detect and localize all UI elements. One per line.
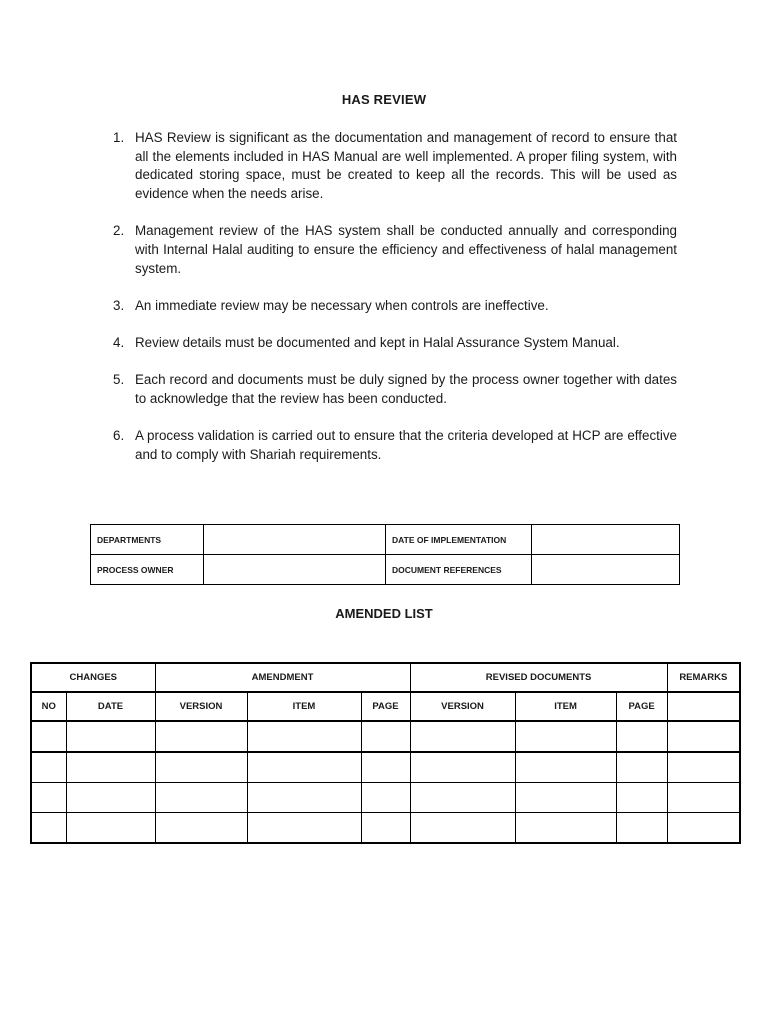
table-cell (667, 721, 740, 752)
changes-header: CHANGES (31, 663, 155, 692)
review-item-5 (110, 371, 677, 408)
item-number: 3. (113, 297, 125, 313)
page-title: HAS REVIEW (341, 92, 427, 107)
table-cell (667, 752, 740, 783)
revised-documents-header: REVISED DOCUMENTS (410, 663, 667, 692)
table-cell (616, 813, 667, 844)
table-cell (66, 783, 155, 813)
review-item-1 (110, 129, 677, 204)
item-number: 4. (113, 335, 125, 351)
table-cell (410, 783, 515, 813)
item-text: Each record and documents must be duly signed by the process owner together with dates to acknowledge that the review has been conducted. (135, 372, 677, 407)
table-cell (361, 721, 410, 752)
document-references-value (532, 555, 680, 585)
table-row (31, 721, 740, 752)
table-cell (410, 813, 515, 844)
table-row (31, 783, 740, 813)
revised-version-header: VERSION (410, 692, 515, 721)
document-references-label: DOCUMENT REFERENCES (386, 555, 532, 585)
departments-value (204, 525, 386, 555)
table-cell (616, 752, 667, 783)
table-cell (515, 721, 616, 752)
table-cell (515, 813, 616, 844)
table-cell (155, 752, 247, 783)
table-cell (515, 752, 616, 783)
review-item-2 (110, 222, 677, 278)
remarks-header: REMARKS (667, 663, 740, 692)
item-text: HAS Review is significant as the documentation and management of record to ensure that all the elements included in HAS Manual are well implemented. A proper filing system, with dedicated storing space, must be created to keep all the records. This will be used as evidence when the needs arise. (135, 130, 677, 202)
table-cell (31, 721, 66, 752)
table-cell (410, 752, 515, 783)
review-list (110, 129, 677, 483)
table-cell (31, 783, 66, 813)
table-cell (616, 783, 667, 813)
amendment-version-header: VERSION (155, 692, 247, 721)
review-item-4 (110, 334, 677, 353)
table-cell (31, 813, 66, 844)
amended-list-title: AMENDED LIST (335, 606, 433, 621)
table-cell (66, 721, 155, 752)
amendment-page-header: PAGE (361, 692, 410, 721)
table-row (31, 813, 740, 844)
table-cell (616, 721, 667, 752)
date-of-implementation-label: DATE OF IMPLEMENTATION (386, 525, 532, 555)
table-cell (361, 783, 410, 813)
item-text: Management review of the HAS system shall be conducted annually and corresponding with Internal Halal auditing to ensure the efficiency and effectiveness of halal management system. (135, 223, 677, 276)
amendment-header: AMENDMENT (155, 663, 410, 692)
table-cell (31, 752, 66, 783)
remarks-column-header (667, 692, 740, 721)
item-number: 6. (113, 428, 125, 444)
review-item-6 (110, 427, 677, 464)
table-cell (247, 783, 361, 813)
departments-label: DEPARTMENTS (91, 525, 204, 555)
date-of-implementation-value (532, 525, 680, 555)
table-cell (667, 783, 740, 813)
item-number: 1. (113, 130, 125, 145)
table-cell (66, 752, 155, 783)
review-item-3 (110, 297, 677, 316)
process-owner-value (204, 555, 386, 585)
table-cell (410, 721, 515, 752)
group-header-row (31, 663, 740, 692)
amended-list-table (30, 662, 741, 844)
table-cell (667, 813, 740, 844)
no-column-header: NO (31, 692, 66, 721)
item-text: A process validation is carried out to ensure that the criteria developed at HCP are effective and to comply with Shariah requirements. (135, 428, 677, 462)
table-cell (155, 783, 247, 813)
item-text: An immediate review may be necessary when controls are ineffective. (135, 297, 549, 313)
revised-page-header: PAGE (616, 692, 667, 721)
item-number: 2. (113, 223, 125, 239)
amendment-item-header: ITEM (247, 692, 361, 721)
info-table (90, 524, 680, 585)
item-number: 5. (113, 372, 125, 388)
table-cell (66, 813, 155, 844)
column-header-row (31, 692, 740, 721)
item-text: Review details must be documented and kept in Halal Assurance System Manual. (135, 335, 620, 351)
table-row (31, 752, 740, 783)
info-row-process-owner (91, 555, 680, 585)
info-row-departments (91, 525, 680, 555)
table-cell (247, 752, 361, 783)
table-cell (361, 813, 410, 844)
table-cell (155, 721, 247, 752)
revised-item-header: ITEM (515, 692, 616, 721)
table-cell (361, 752, 410, 783)
table-cell (515, 783, 616, 813)
table-cell (247, 813, 361, 844)
date-column-header: DATE (66, 692, 155, 721)
table-cell (247, 721, 361, 752)
table-cell (155, 813, 247, 844)
process-owner-label: PROCESS OWNER (91, 555, 204, 585)
